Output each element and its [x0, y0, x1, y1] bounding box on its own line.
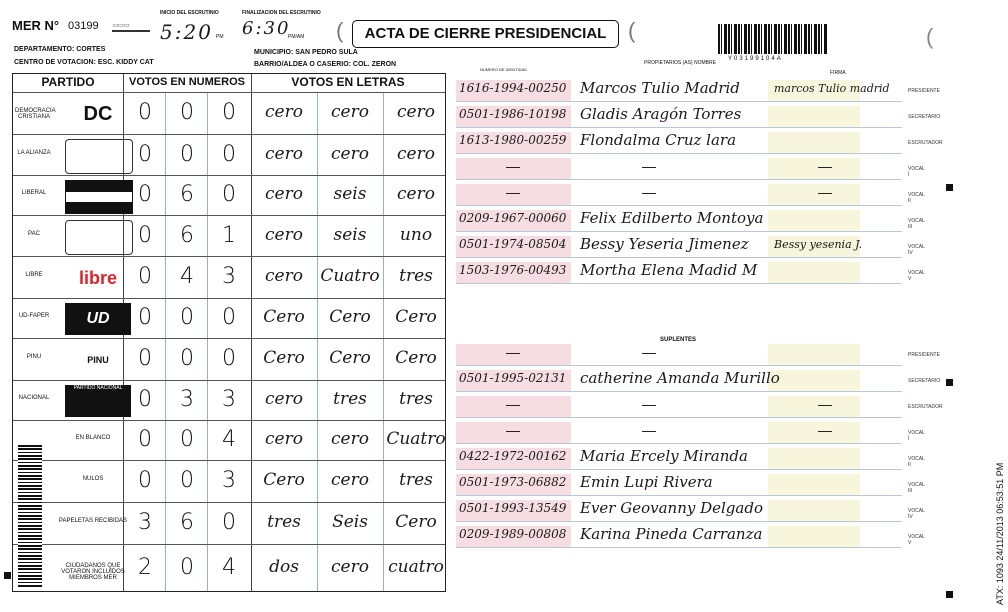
- vote-word: Cero: [329, 348, 371, 368]
- member-name: —: [642, 396, 656, 412]
- vote-word: cero: [397, 143, 435, 164]
- side-barcode: [18, 445, 42, 587]
- member-name: Felix Edilberto Montoya: [580, 209, 764, 227]
- row-divider: [456, 101, 902, 102]
- member-name: Emin Lupi Rivera: [580, 473, 713, 491]
- registration-mark: [4, 572, 11, 579]
- member-row: [456, 209, 925, 231]
- row-divider: [456, 443, 902, 444]
- vote-word: tres: [267, 512, 301, 532]
- vote-word: tres: [333, 389, 367, 409]
- id-number: 1503-1976-00493: [459, 263, 567, 277]
- signature: —: [818, 158, 832, 174]
- party-name: UD-FAPER: [18, 313, 50, 319]
- suplentes-label: SUPLENTES: [660, 337, 697, 343]
- party-logo-icon: [65, 139, 133, 174]
- member-row: [456, 158, 925, 179]
- vote-digit: 6: [180, 510, 194, 535]
- table-row: [13, 420, 445, 460]
- vote-digit: 0: [138, 141, 152, 167]
- member-row: [456, 261, 925, 283]
- member-row: [456, 447, 925, 469]
- role-label: VOCAL I: [908, 166, 925, 178]
- vote-digit: 0: [138, 100, 152, 125]
- role-label: VOCAL III: [908, 218, 925, 230]
- member-name: Bessy Yeseria Jimenez: [580, 235, 749, 253]
- vote-digit: 0: [138, 387, 152, 412]
- id-number: —: [506, 184, 520, 200]
- vote-digit: 6: [180, 182, 194, 207]
- vote-word: cero: [265, 429, 303, 449]
- vote-digit: 0: [138, 264, 152, 289]
- signature: marcos Tulio madrid: [774, 82, 890, 95]
- signature-cell: [768, 526, 860, 547]
- vote-digit: 4: [222, 554, 236, 580]
- member-name: Karina Pineda Carranza: [580, 525, 763, 543]
- vote-word: Cuatro: [320, 266, 380, 286]
- registration-mark: [946, 379, 953, 386]
- id-number: 0501-1974-08504: [459, 237, 567, 251]
- member-name: catherine Amanda Murillo: [580, 369, 780, 387]
- vote-word: cero: [265, 102, 303, 122]
- signature: Bessy yesenia J.: [774, 238, 863, 251]
- vote-digit: 4: [180, 264, 194, 289]
- vote-word: uno: [399, 224, 433, 245]
- registration-mark: [946, 591, 953, 598]
- row-divider: [456, 205, 902, 206]
- role-label: PRESIDENTE: [908, 88, 940, 94]
- vote-word: cero: [331, 429, 369, 449]
- inicio-time: 5:20: [160, 20, 213, 44]
- role-label: VOCAL III: [908, 482, 925, 494]
- vote-digit: 4: [222, 427, 236, 452]
- party-logo-icon: [65, 220, 133, 255]
- vote-word: Cero: [329, 307, 371, 327]
- row-divider: [456, 417, 902, 418]
- vote-digit: 0: [180, 427, 194, 452]
- member-name: Flondalma Cruz lara: [580, 131, 737, 149]
- vote-word: cero: [331, 102, 369, 122]
- vote-word: Seis: [332, 512, 368, 532]
- signature-cell: [768, 106, 860, 127]
- party-name: DEMOCRACIA CRISTIANA: [15, 108, 56, 120]
- signature-cell: [768, 158, 860, 179]
- top-barcode: [718, 24, 828, 54]
- member-name: —: [642, 158, 656, 174]
- vote-word: cero: [331, 556, 369, 577]
- document-title: ACTA DE CIERRE PRESIDENCIAL: [352, 20, 619, 48]
- row-divider: [456, 257, 902, 258]
- signature-cell: [768, 210, 860, 231]
- party-name: PAPELETAS RECIBIDAS: [58, 518, 128, 524]
- member-row: [456, 525, 925, 547]
- id-number: 1613-1980-00259: [459, 133, 567, 147]
- mer-label: MER N°: [12, 18, 60, 33]
- signature: —: [818, 396, 832, 412]
- registration-mark: [946, 184, 953, 191]
- vote-word: cero: [265, 389, 303, 409]
- member-row: [456, 499, 925, 521]
- role-label: SECRETARIO: [908, 378, 941, 384]
- vote-word: cero: [331, 470, 369, 490]
- vote-digit: 0: [138, 468, 152, 493]
- party-logo-icon: PINU: [87, 355, 109, 365]
- table-row: [13, 134, 445, 175]
- vote-word: Cero: [395, 512, 437, 532]
- vote-digit: 3: [222, 264, 236, 289]
- header-votos-letras: VOTOS EN LETRAS: [291, 75, 405, 89]
- id-number: —: [506, 344, 520, 360]
- id-number: 0501-1986-10198: [459, 107, 567, 121]
- signature-cell: [768, 396, 860, 417]
- party-name: PAC: [28, 230, 40, 237]
- vote-word: tres: [399, 389, 433, 409]
- role-label: VOCAL II: [908, 192, 925, 204]
- corner-bracket: (: [926, 24, 934, 49]
- header-votos-numeros: VOTOS EN NUMEROS: [129, 76, 245, 88]
- member-row: [456, 131, 943, 153]
- vote-word: Cero: [263, 348, 305, 368]
- vote-digit: 1: [222, 222, 236, 248]
- vote-word: Cuatro: [386, 429, 446, 449]
- vote-digit: 0: [180, 141, 194, 167]
- vote-word: tres: [399, 266, 433, 286]
- party-name: NACIONAL: [18, 395, 50, 401]
- row-divider: [456, 153, 902, 154]
- role-label: VOCAL V: [908, 270, 925, 282]
- vote-digit: 3: [222, 468, 236, 493]
- party-name: EN BLANCO: [75, 435, 111, 441]
- party-logo-icon: [65, 180, 133, 214]
- member-name: —: [642, 344, 656, 360]
- vote-digit: 0: [180, 468, 194, 493]
- role-label: VOCAL V: [908, 534, 925, 546]
- vote-digit: 0: [138, 222, 152, 248]
- id-number: 1616-1994-00250: [459, 81, 567, 95]
- table-row: [13, 502, 445, 544]
- row-divider: [456, 179, 902, 180]
- member-name: —: [642, 422, 656, 438]
- member-name: Gladis Aragón Torres: [580, 105, 742, 123]
- party-name: PINU: [26, 354, 42, 360]
- barrio: BARRIO/ALDEA O CASERIO: COL. ZERON: [254, 61, 397, 68]
- signature-cell: [768, 500, 860, 521]
- table-row: [13, 175, 445, 215]
- vote-digit: 0: [222, 346, 236, 371]
- fin-suffix: PM/AM: [288, 34, 305, 40]
- vote-word: cero: [397, 184, 435, 204]
- vote-word: cuatro: [388, 556, 444, 577]
- party-logo-icon: DC: [83, 102, 113, 125]
- vote-digit: 0: [180, 100, 194, 125]
- col-id-header: NUMERO DE IDENTIDAD: [480, 67, 528, 72]
- votes-table: [12, 73, 446, 592]
- member-name: Maria Ercely Miranda: [580, 447, 748, 465]
- member-row: [456, 105, 941, 127]
- vote-digit: 3: [138, 510, 152, 535]
- mer-logo-icon: ▭▭▭: [112, 22, 150, 32]
- member-name: Marcos Tulio Madrid: [580, 79, 740, 97]
- vote-word: seis: [333, 224, 367, 245]
- vote-word: cero: [397, 102, 435, 122]
- role-label: VOCAL I: [908, 430, 925, 442]
- barcode-text: Y03199104A: [728, 56, 783, 62]
- signature-cell: [768, 370, 860, 391]
- member-row: [456, 79, 940, 101]
- table-row: [13, 256, 445, 298]
- row-divider: [456, 127, 902, 128]
- municipio: MUNICIPIO: SAN PEDRO SULA: [254, 49, 358, 56]
- id-number: 0209-1989-00808: [459, 527, 567, 541]
- row-divider: [456, 365, 902, 366]
- id-number: 0209-1967-00060: [459, 211, 567, 225]
- row-divider: [456, 283, 902, 284]
- vote-word: cero: [265, 184, 303, 204]
- member-name: Mortha Elena Madid M: [580, 261, 758, 279]
- vote-word: Cero: [263, 470, 305, 490]
- fin-label: FINALIZACION DEL ESCRUTINIO: [242, 10, 321, 16]
- member-row: [456, 184, 925, 205]
- table-row: [13, 215, 445, 256]
- member-name: —: [642, 184, 656, 200]
- member-row: [456, 344, 940, 365]
- signature-cell: [768, 422, 860, 443]
- inicio-label: INICIO DEL ESCRUTINIO: [160, 10, 219, 16]
- row-divider: [456, 391, 902, 392]
- vote-word: Cero: [263, 307, 305, 327]
- table-row: [13, 338, 445, 380]
- title-bracket-right: (: [628, 18, 636, 43]
- signature: —: [818, 422, 832, 438]
- header-partido: PARTIDO: [41, 75, 95, 89]
- vote-digit: 0: [138, 427, 152, 452]
- signature-cell: [768, 448, 860, 469]
- vote-digit: 3: [222, 387, 236, 412]
- id-number: 0501-1995-02131: [459, 371, 567, 385]
- table-row: [13, 92, 445, 134]
- signature-cell: [768, 262, 860, 283]
- inicio-suffix: PM: [216, 34, 224, 40]
- vote-word: seis: [333, 184, 367, 204]
- col-sign-header: FIRMA: [830, 70, 846, 76]
- member-row: [456, 396, 943, 417]
- member-row: [456, 369, 941, 391]
- fin-time: 6:30: [242, 18, 291, 39]
- id-number: 0501-1973-06882: [459, 475, 567, 489]
- row-divider: [456, 521, 902, 522]
- party-name: LA ALIANZA: [17, 149, 51, 156]
- vote-word: Cero: [395, 307, 437, 327]
- vote-digit: 0: [222, 141, 236, 167]
- table-row: [13, 298, 445, 338]
- id-number: —: [506, 158, 520, 174]
- vote-digit: 0: [222, 100, 236, 125]
- vote-word: Cero: [395, 348, 437, 368]
- party-name: LIBRE: [25, 272, 43, 278]
- vote-word: dos: [269, 556, 299, 577]
- centro-votacion: CENTRO DE VOTACION: ESC. KIDDY CAT: [14, 59, 154, 66]
- signature-cell: [768, 474, 860, 495]
- vote-digit: 3: [180, 387, 194, 412]
- role-label: PRESIDENTE: [908, 352, 940, 358]
- member-row: [456, 422, 925, 443]
- party-name: CIUDADANOS QUE VOTARON INCLUIDOS MIEMBROS MER: [61, 562, 125, 581]
- vote-digit: 0: [180, 346, 194, 371]
- party-name: LIBERAL: [21, 190, 47, 196]
- id-number: —: [506, 422, 520, 438]
- signature-cell: [768, 344, 860, 365]
- row-divider: [456, 495, 902, 496]
- vote-digit: 0: [138, 346, 152, 371]
- vote-digit: 0: [222, 182, 236, 207]
- signature: —: [818, 184, 832, 200]
- role-label: SECRETARIO: [908, 114, 941, 120]
- role-label: ESCRUTADOR: [908, 404, 943, 410]
- vote-digit: 2: [138, 554, 152, 580]
- id-number: —: [506, 396, 520, 412]
- vote-digit: 6: [180, 222, 194, 248]
- vote-digit: 0: [222, 305, 236, 330]
- mer-number: 03199: [68, 20, 99, 32]
- vote-word: tres: [399, 470, 433, 490]
- signature-cell: [768, 184, 860, 205]
- member-row: [456, 235, 925, 257]
- side-stamp: ATX: 1093 24/11/2013 06:53:51 PM: [995, 462, 1005, 605]
- vote-digit: 0: [222, 510, 236, 535]
- row-divider: [456, 469, 902, 470]
- role-label: VOCAL IV: [908, 508, 925, 520]
- vote-word: cero: [331, 143, 369, 164]
- row-divider: [456, 547, 902, 548]
- id-number: 0422-1972-00162: [459, 449, 567, 463]
- vote-digit: 0: [180, 305, 194, 330]
- role-label: VOCAL IV: [908, 244, 925, 256]
- vote-word: cero: [265, 143, 303, 164]
- party-logo-icon: PARTIDO NACIONAL: [65, 385, 131, 417]
- member-row: [456, 473, 925, 495]
- signature-cell: [768, 132, 860, 153]
- vote-digit: 0: [138, 182, 152, 207]
- role-label: VOCAL II: [908, 456, 925, 468]
- row-divider: [456, 231, 902, 232]
- vote-digit: 0: [180, 554, 194, 580]
- member-name: Ever Geovanny Delgado: [580, 499, 763, 517]
- party-name: NULOS: [82, 476, 104, 482]
- departamento: DEPARTAMENTO: CORTES: [14, 46, 106, 53]
- role-label: ESCRUTADOR: [908, 140, 943, 146]
- title-bracket-left: (: [336, 18, 344, 43]
- col-name-header: PROPIETARIOS (AS) NOMBRE: [644, 60, 716, 66]
- table-row: [13, 544, 445, 591]
- vote-digit: 0: [138, 305, 152, 330]
- party-logo-icon: UD: [65, 303, 131, 335]
- table-row: [13, 380, 445, 420]
- id-number: 0501-1993-13549: [459, 501, 567, 515]
- party-logo-icon: libre: [78, 267, 117, 288]
- vote-word: cero: [265, 266, 303, 286]
- table-row: [13, 460, 445, 502]
- vote-word: cero: [265, 224, 303, 245]
